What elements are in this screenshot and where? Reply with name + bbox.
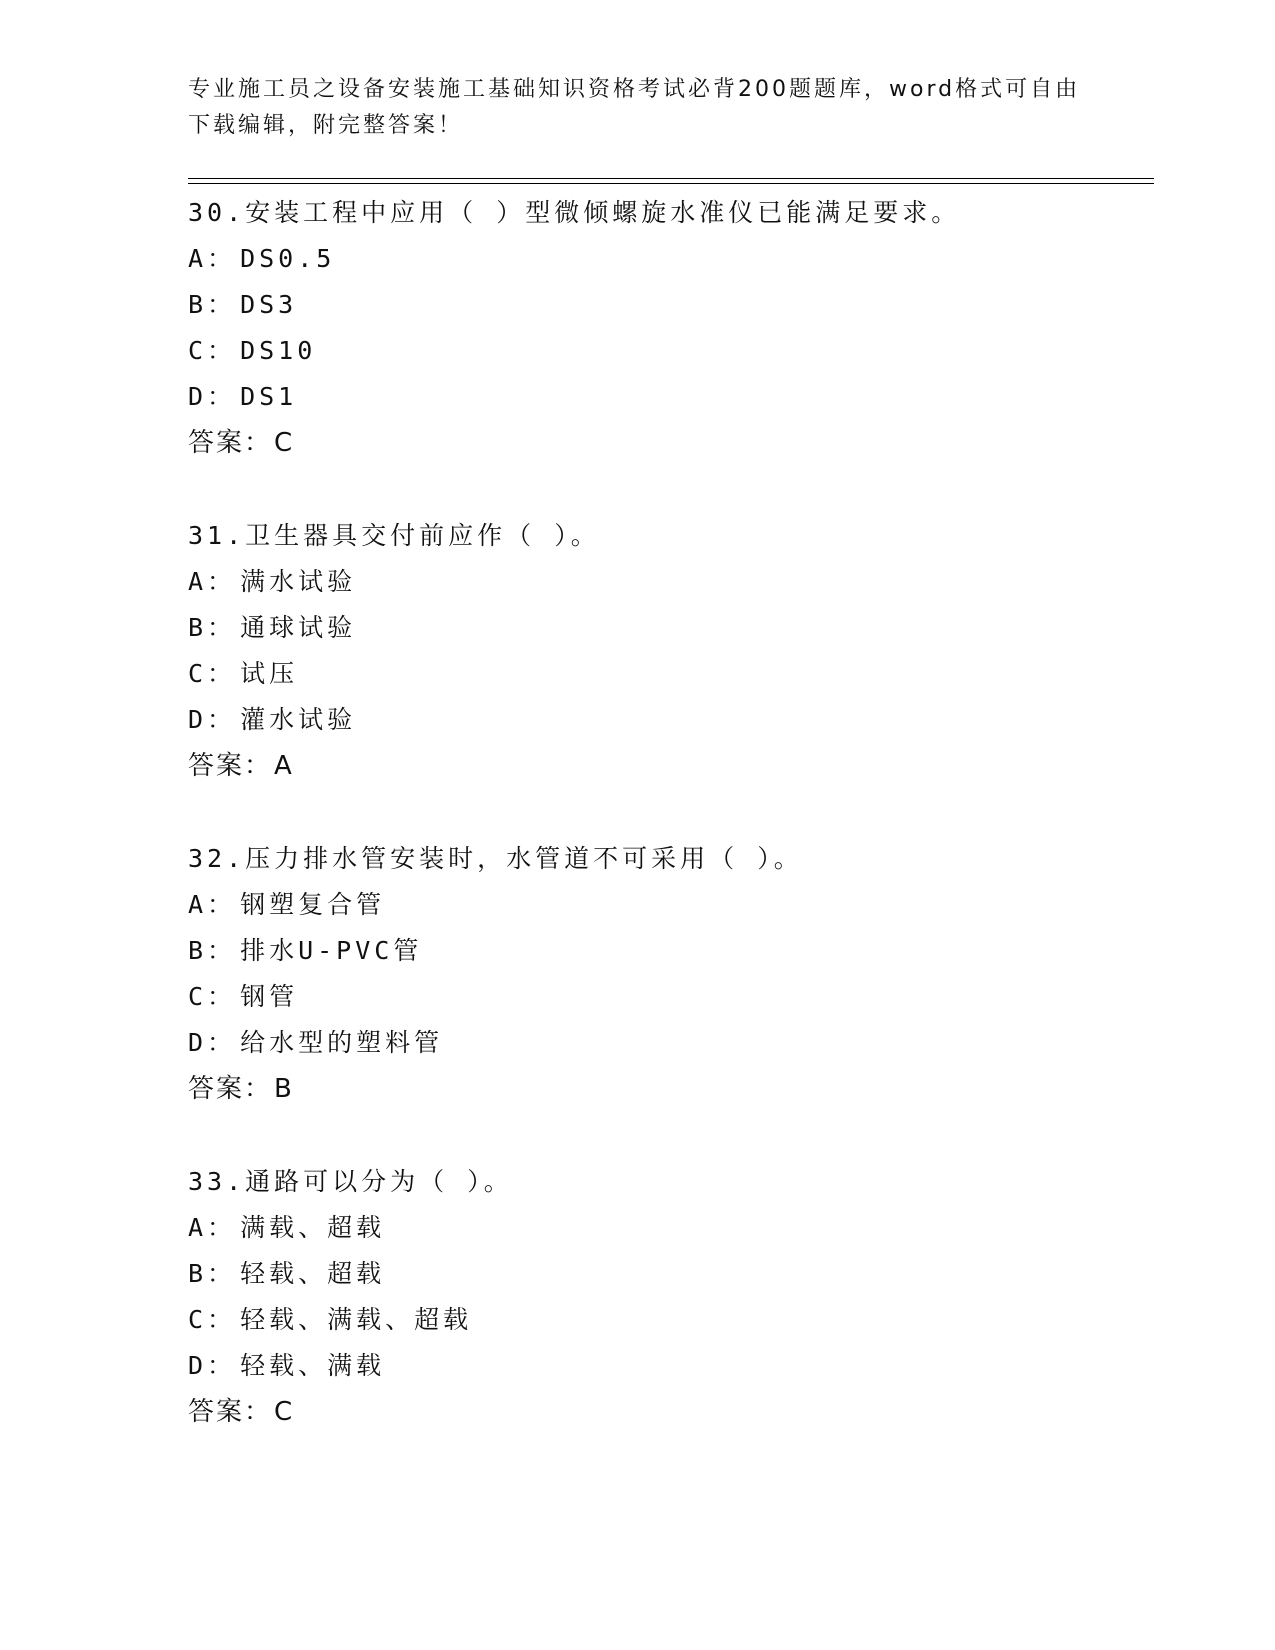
- question-stem: 32.压力排水管安装时，水管道不可采用（ ）。: [188, 844, 803, 873]
- option-text: 钢管: [240, 982, 299, 1011]
- answer-line: [188, 1389, 1154, 1435]
- option-text: 轻载、超载: [240, 1259, 386, 1288]
- answer-label: 答案：: [188, 428, 273, 458]
- option-d: [188, 1343, 1154, 1389]
- question-32: [188, 836, 1154, 1112]
- option-text: 灌水试验: [240, 705, 357, 734]
- option-label: B：: [188, 290, 237, 319]
- option-a: [188, 559, 1154, 605]
- option-label: C：: [188, 659, 237, 688]
- document-header: [188, 72, 1088, 144]
- question-list: [188, 190, 1154, 1482]
- option-c: [188, 651, 1154, 697]
- option-text: DS3: [240, 290, 298, 319]
- option-label: B：: [188, 936, 237, 965]
- option-label: C：: [188, 1305, 237, 1334]
- answer-line: [188, 1066, 1154, 1112]
- answer-line: [188, 743, 1154, 789]
- option-text: 试压: [240, 659, 299, 688]
- option-label: C：: [188, 982, 237, 1011]
- question-31: [188, 513, 1154, 789]
- option-label: D：: [188, 1351, 237, 1380]
- answer-value: A: [274, 751, 294, 781]
- option-c: [188, 1297, 1154, 1343]
- option-d: [188, 374, 1154, 420]
- option-label: A：: [188, 567, 237, 596]
- option-text: 排水U-PVC管: [240, 936, 423, 965]
- option-text: 轻载、满载、超载: [240, 1305, 473, 1334]
- option-label: D：: [188, 705, 237, 734]
- option-a: [188, 882, 1154, 928]
- option-b: [188, 605, 1154, 651]
- header-divider-top: [188, 178, 1154, 179]
- option-text: DS1: [240, 382, 298, 411]
- option-b: [188, 928, 1154, 974]
- answer-label: 答案：: [188, 1397, 273, 1427]
- option-label: D：: [188, 382, 237, 411]
- option-label: C：: [188, 336, 237, 365]
- option-a: [188, 236, 1154, 282]
- answer-value: C: [274, 428, 295, 458]
- option-c: [188, 974, 1154, 1020]
- option-label: A：: [188, 244, 237, 273]
- header-line-2: 下载编辑，附完整答案！: [188, 113, 464, 138]
- option-d: [188, 1020, 1154, 1066]
- option-text: DS0.5: [240, 244, 336, 273]
- option-label: D：: [188, 1028, 237, 1057]
- header-line-1: 专业施工员之设备安装施工基础知识资格考试必背200题题库，word格式可自由: [188, 77, 1081, 102]
- option-text: 满载、超载: [240, 1213, 386, 1242]
- answer-label: 答案：: [188, 751, 273, 781]
- question-stem: 33.通路可以分为（ ）。: [188, 1167, 513, 1196]
- option-text: 满水试验: [240, 567, 357, 596]
- option-a: [188, 1205, 1154, 1251]
- option-c: [188, 328, 1154, 374]
- option-b: [188, 282, 1154, 328]
- option-label: A：: [188, 890, 237, 919]
- answer-line: [188, 420, 1154, 466]
- question-30: [188, 190, 1154, 466]
- header-divider-bottom: [188, 183, 1154, 184]
- answer-label: 答案：: [188, 1074, 273, 1104]
- option-d: [188, 697, 1154, 743]
- option-text: 通球试验: [240, 613, 357, 642]
- option-label: B：: [188, 1259, 237, 1288]
- option-text: DS10: [240, 336, 317, 365]
- question-stem: 31.卫生器具交付前应作（ ）。: [188, 521, 600, 550]
- answer-value: B: [274, 1074, 294, 1104]
- question-33: [188, 1159, 1154, 1435]
- option-label: A：: [188, 1213, 237, 1242]
- option-label: B：: [188, 613, 237, 642]
- option-text: 给水型的塑料管: [240, 1028, 444, 1057]
- question-stem: 30.安装工程中应用（ ）型微倾螺旋水准仪已能满足要求。: [188, 198, 961, 227]
- answer-value: C: [274, 1397, 295, 1427]
- option-text: 轻载、满载: [240, 1351, 386, 1380]
- option-b: [188, 1251, 1154, 1297]
- option-text: 钢塑复合管: [240, 890, 386, 919]
